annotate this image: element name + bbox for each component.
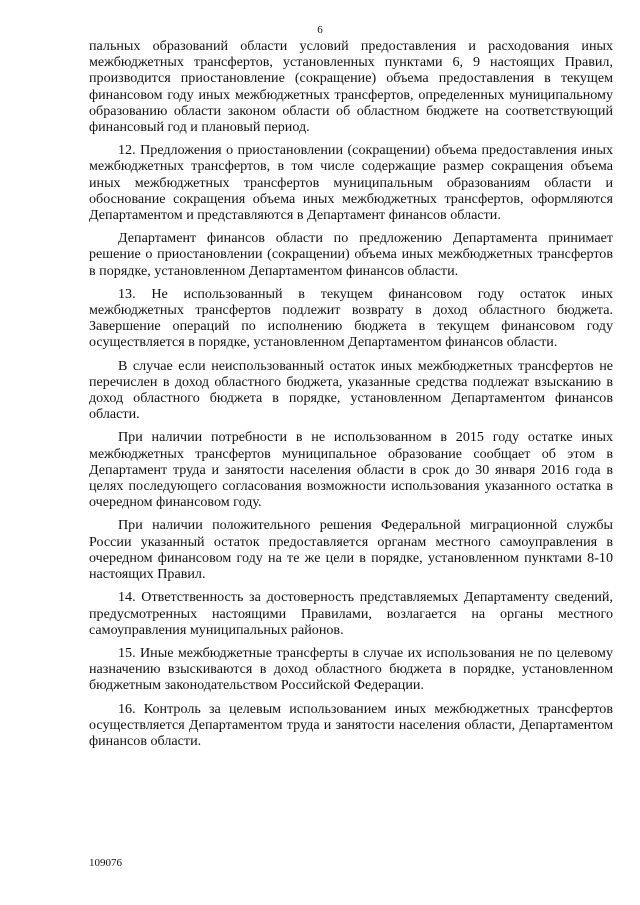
document-code: 109076 xyxy=(89,857,122,869)
paragraph-fms-decision: При наличии положительного решения Федеральной миграционной службы России указанный остаток предоставляется органам местного самоуправления в очередном финансовом году на те же цели в порядке, установленном пунктами 8-10 настоящих Правил. xyxy=(89,517,613,583)
paragraph-item-14: 14. Ответственность за достоверность представляемых Департаменту сведений, предусмотренных настоящими Правилами, возлагается на органы местного самоуправления муниципальных районов. xyxy=(89,589,613,638)
page-number: 6 xyxy=(317,24,323,36)
paragraph-item-13: 13. Не использованный в текущем финансовом году остаток иных межбюджетных трансфертов подлежит возврату в доход областного бюджета. Завершение операций по исполнению бюджета в текущем финансовом году осуществляется в порядке, установленном Департаментом финансов области. xyxy=(89,285,613,351)
document-body xyxy=(89,38,613,756)
paragraph-finance-decision: Департамент финансов области по предложению Департамента принимает решение о приостановлении (сокращении) объема иных межбюджетных трансфертов в порядке, установленном Департаментом финансов области. xyxy=(89,230,613,279)
paragraph-continuation: пальных образований области условий предоставления и расходования иных межбюджетных трансфертов, установленных пунктами 6, 9 настоящих Правил, производится приостановление (сокращение) объема предоставления в текущем финансовом году иных межбюджетных трансфертов, определенных муниципальному образованию области законом области об областном бюджете на соответствующий финансовый год и плановый период. xyxy=(89,38,613,136)
paragraph-unused-balance: В случае если неиспользованный остаток иных межбюджетных трансфертов не перечислен в доход областного бюджета, указанные средства подлежат взысканию в доход областного бюджета в порядке, установленном Департаментом финансов области. xyxy=(89,357,613,423)
paragraph-item-12: 12. Предложения о приостановлении (сокращении) объема предоставления иных межбюджетных трансфертов, в том числе содержащие размер сокращения объема иных межбюджетных трансфертов муниципальным образованиям области и обоснование сокращения объема иных межбюджетных трансфертов, оформляются Департаментом и представляются в Департамент финансов области. xyxy=(89,142,613,224)
paragraph-item-15: 15. Иные межбюджетные трансферты в случае их использования не по целевому назначению взыскиваются в доход областного бюджета в порядке, установленном бюджетным законодательством Российской Федерации. xyxy=(89,644,613,694)
paragraph-2015-balance: При наличии потребности в не использованном в 2015 году остатке иных межбюджетных трансфертов муниципальное образование сообщает об этом в Департамент труда и занятости населения области в срок до 30 января 2016 года в целях последующего согласования возможности использования указанного остатка в очередном финансовом году. xyxy=(89,429,613,511)
paragraph-item-16: 16. Контроль за целевым использованием иных межбюджетных трансфертов осуществляется Департаментом труда и занятости населения области, Департаментом финансов области. xyxy=(89,700,613,749)
